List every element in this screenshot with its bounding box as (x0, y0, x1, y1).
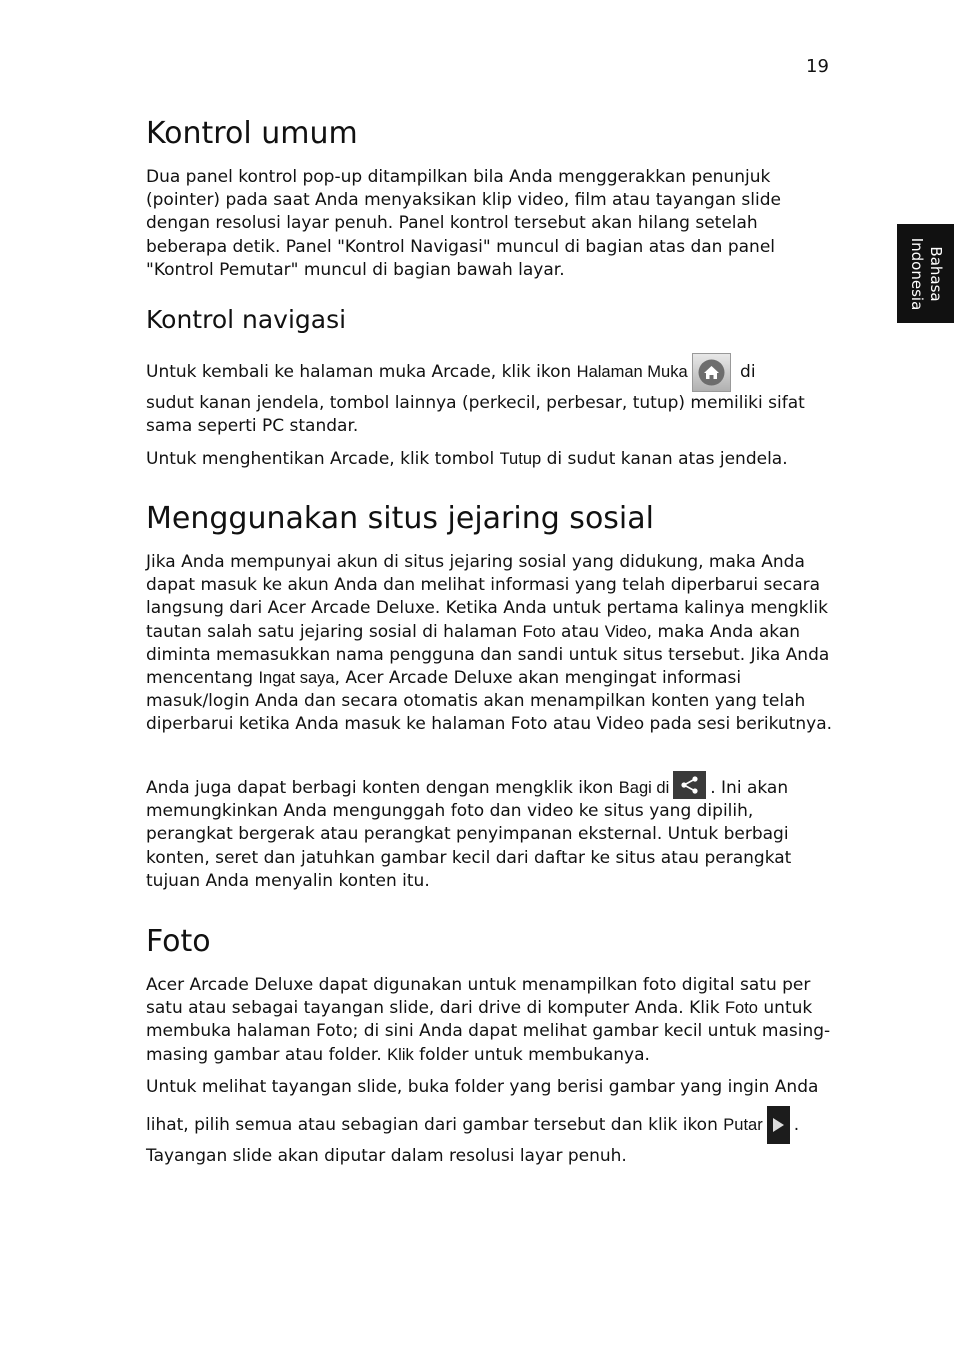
ui-term-bagi-di: Bagi di (618, 779, 670, 797)
text: . (793, 1115, 800, 1135)
ui-term-halaman-muka: Halaman Muka (576, 363, 688, 381)
text: folder untuk membukanya. (413, 1044, 650, 1065)
paragraph-foto (146, 974, 836, 1067)
side-tab-line2: Indonesia (907, 237, 926, 310)
text: Anda juga dapat berbagi konten dengan mengklik ikon (146, 778, 619, 798)
text: atau (555, 621, 605, 642)
ui-term-video: Video (604, 622, 647, 641)
side-tab-line1: Bahasa (926, 245, 945, 302)
play-icon (767, 1106, 790, 1144)
text: Untuk kembali ke halaman muka Arcade, klik ikon (146, 362, 577, 382)
text: Jika Anda mempunyai akun di situs jejaring sosial yang didukung, maka Anda dapat masuk ke akun Anda dan melihat informasi yang telah diperbarui secara langsung dari Acer Arcade Deluxe. Ketika Anda untuk pertama kalinya mengklik tautan salah satu jejaring sosial di halaman (146, 552, 828, 642)
paragraph-tutup (146, 448, 836, 471)
share-icon (673, 771, 706, 799)
text: Untuk menghentikan Arcade, klik tombol (146, 449, 500, 469)
paragraph-kontrol-umum: Dua panel kontrol pop-up ditampilkan bila Anda menggerakkan penunjuk (pointer) pada saat Anda menyaksikan klip video, film atau tayangan slide dengan resolusi layar penuh. Panel kontrol tersebut akan hilang setelah beberapa detik. Panel "Kontrol Navigasi" muncul di bagian atas dan panel "Kontrol Pemutar" muncul di bagian bawah layar. (146, 167, 781, 280)
page-number: 19 (806, 56, 829, 77)
paragraph-jejaring-sosial (146, 551, 836, 737)
paragraph-slide-line3: Tayangan slide akan diputar dalam resolusi layar penuh. (146, 1146, 627, 1166)
text: Acer Arcade Deluxe dapat digunakan untuk menampilkan foto digital satu per satu atau sebagai tayangan slide, dari drive di komputer Anda. Klik (146, 975, 811, 1019)
text: untuk membuka halaman Foto; di sini Anda dapat melihat gambar kecil untuk masing-masing gambar atau folder. (146, 998, 831, 1065)
ui-term-foto: Foto (522, 622, 556, 641)
paragraph-slide-line2 (146, 1105, 799, 1145)
text: . Ini akan memungkinkan Anda mengunggah foto dan video ke situs yang dipilih, perangkat bergerak atau perangkat penyimpanan eksternal. Untuk berbagi konten, seret dan jatuhkan gambar kecil dari daftar ke situs atau perangkat tujuan Anda menyalin konten itu. (146, 778, 792, 891)
heading-kontrol-umum: Kontrol umum (146, 116, 358, 151)
text: , Acer Arcade Deluxe akan mengingat informasi masuk/login Anda dan secara otomatis akan menampilkan konten yang telah diperbarui ketika Anda masuk ke halaman Foto atau Video pada sesi berikutnya. (146, 668, 833, 735)
paragraph-navigasi-line1 (146, 352, 756, 392)
language-side-tab (897, 224, 954, 323)
heading-kontrol-navigasi: Kontrol navigasi (146, 305, 347, 334)
ui-term-klik: Klik (387, 1045, 414, 1064)
paragraph-slide-line1: Untuk melihat tayangan slide, buka folder yang berisi gambar yang ingin Anda (146, 1077, 819, 1097)
paragraph-navigasi-rest: sudut kanan jendela, tombol lainnya (perkecil, perbesar, tutup) memiliki sifat sama seperti PC standar. (146, 393, 805, 437)
ui-term-tutup: Tutup (499, 450, 542, 468)
text: lihat, pilih semua atau sebagian dari gambar tersebut dan klik ikon (146, 1115, 724, 1135)
paragraph-bagi (146, 777, 836, 893)
ui-term-foto: Foto (724, 999, 758, 1018)
heading-foto: Foto (146, 924, 211, 959)
home-icon (692, 353, 731, 392)
side-tab-label (907, 237, 945, 310)
text: di (734, 362, 756, 382)
text: , maka Anda akan diminta memasukkan nama pengguna dan sandi untuk situs tersebut. Jika Anda mencentang (146, 621, 830, 689)
ui-term-ingat-saya: Ingat saya (258, 669, 335, 688)
ui-term-putar: Putar (723, 1116, 763, 1134)
text: di sudut kanan atas jendela. (541, 449, 788, 469)
heading-jejaring-sosial: Menggunakan situs jejaring sosial (146, 501, 654, 536)
